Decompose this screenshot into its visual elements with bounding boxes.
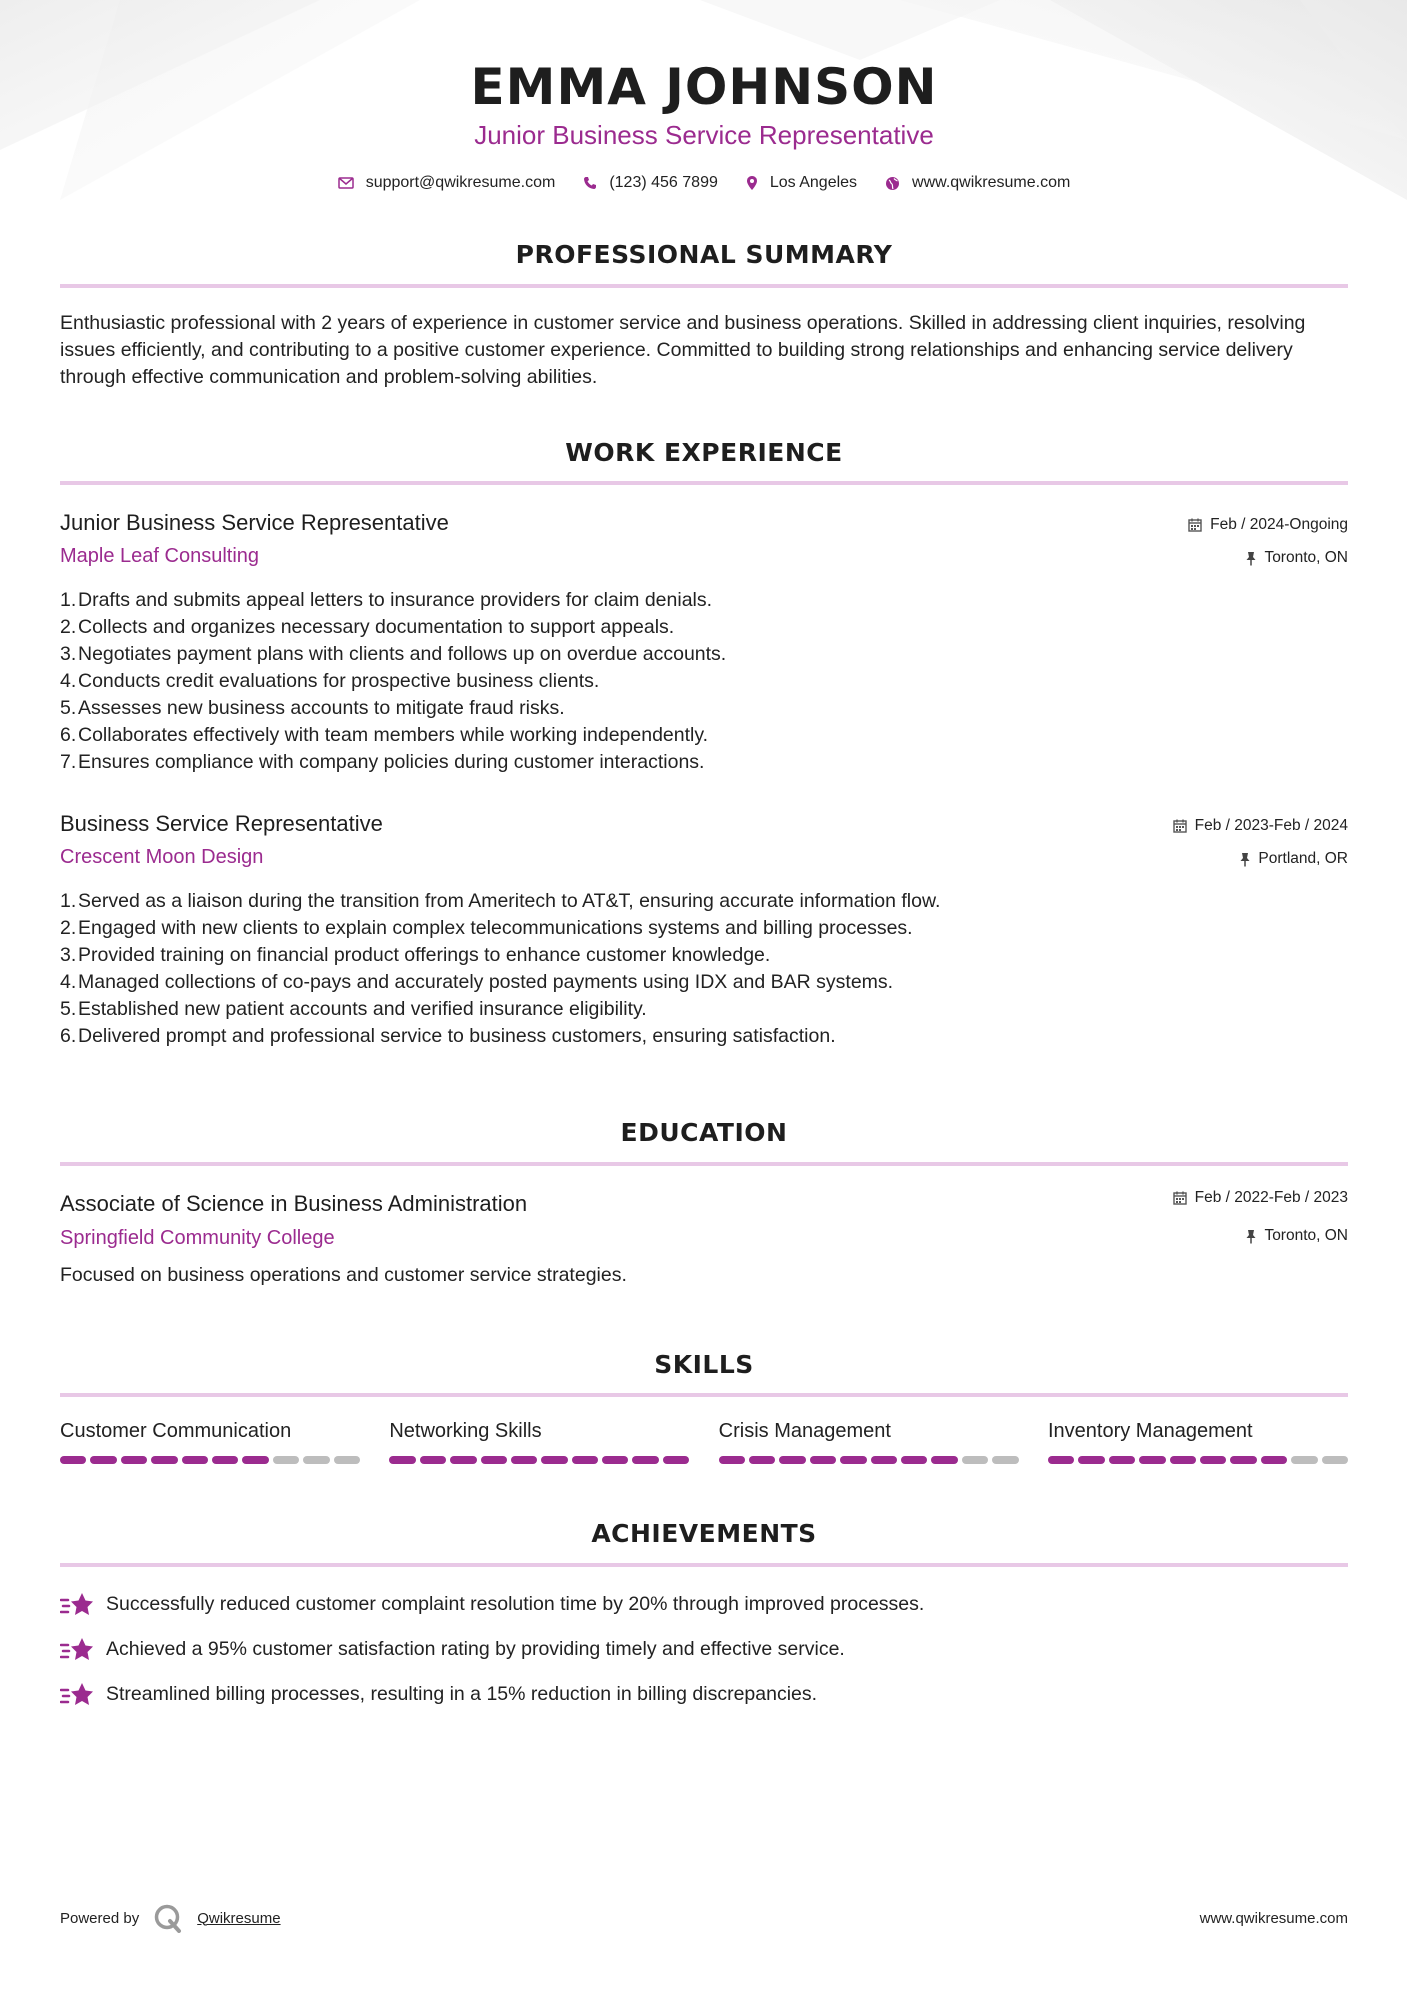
skill-segment-empty (1291, 1456, 1317, 1464)
contact-phone-text: (123) 456 7899 (609, 174, 718, 191)
skill-segment-filled (481, 1456, 507, 1464)
list-item: 4. Managed collections of co-pays and accurately posted payments using IDX and BAR systems. (60, 971, 894, 993)
job-2-dates (1173, 817, 1348, 835)
education-location-text: Toronto, ON (1264, 1227, 1348, 1244)
skill-name: Crisis Management (718, 1420, 891, 1442)
summary-text: Enthusiastic professional with 2 years of experience in customer service and business operations. Skilled in addressing client inquiries, resolving issues efficiently, and contributing to a positive customer experience. Committed to building strong relationships and enhancing service delivery through effective communication and problem-solving abilities. (60, 312, 1306, 388)
calendar-icon (1173, 1191, 1187, 1205)
skill-level-bar (719, 1456, 1019, 1464)
skill-level-bar (389, 1456, 689, 1464)
skill-segment-filled (719, 1456, 745, 1464)
skill-segment-empty (334, 1456, 360, 1464)
skill-segment-filled (749, 1456, 775, 1464)
skill-segment-filled (810, 1456, 836, 1464)
skill-segment-empty (992, 1456, 1018, 1464)
skill-segment-filled (242, 1456, 268, 1464)
skill-segment-filled (420, 1456, 446, 1464)
skill-segment-filled (1078, 1456, 1104, 1464)
skill-segment-filled (1261, 1456, 1287, 1464)
skill-segment-filled (1139, 1456, 1165, 1464)
skill-segment-filled (389, 1456, 415, 1464)
contact-bar (60, 174, 1348, 192)
list-item: 5. Established new patient accounts and verified insurance eligibility. (60, 998, 647, 1020)
pushpin-icon (1246, 551, 1256, 566)
job-2-duties (60, 888, 1348, 1050)
skill-segment-filled (1048, 1456, 1074, 1464)
contact-email-text: support@qwikresume.com (365, 174, 556, 191)
list-item: 5. Assesses new business accounts to mitigate fraud risks. (60, 697, 565, 719)
skill-segment-filled (632, 1456, 658, 1464)
skill-segment-filled (840, 1456, 866, 1464)
skill-segment-filled (663, 1456, 689, 1464)
job-2-company: Crescent Moon Design (60, 846, 264, 868)
skill-segment-filled (541, 1456, 567, 1464)
list-item: 3. Provided training on financial product offerings to enhance customer knowledge. (60, 944, 771, 966)
skill-level-bar (60, 1456, 360, 1464)
education-school: Springfield Community College (60, 1227, 335, 1249)
list-item: Streamlined billing processes, resulting in a 15% reduction in billing discrepancies. (60, 1672, 1348, 1717)
achievements-heading: ACHIEVEMENTS (591, 1519, 817, 1548)
skill-segment-filled (90, 1456, 116, 1464)
list-item: 4. Conducts credit evaluations for prospective business clients. (60, 670, 600, 692)
contact-location-text: Los Angeles (769, 174, 858, 191)
skill-segment-filled (121, 1456, 147, 1464)
contact-phone[interactable] (583, 174, 718, 192)
job-2-location-text: Portland, OR (1258, 850, 1348, 867)
qwikresume-brand-link[interactable]: Qwikresume (197, 1909, 281, 1927)
skill-name: Inventory Management (1047, 1420, 1253, 1442)
job-2-dates-text: Feb / 2023-Feb / 2024 (1194, 817, 1348, 834)
contact-location (746, 174, 857, 192)
education-heading: EDUCATION (620, 1118, 788, 1147)
achievements-list (60, 1582, 1348, 1717)
skill-segment-filled (931, 1456, 957, 1464)
work-divider (60, 481, 1348, 485)
powered-by-text: Powered by (60, 1909, 140, 1927)
skill-segment-filled (901, 1456, 927, 1464)
skills-heading: SKILLS (654, 1350, 754, 1379)
skill-segment-filled (1200, 1456, 1226, 1464)
candidate-name: EMMA JOHNSON (470, 58, 938, 116)
candidate-role: Junior Business Service Representative (474, 120, 934, 150)
list-item: Achieved a 95% customer satisfaction rating by providing timely and effective service. (60, 1627, 1348, 1672)
map-pin-icon (746, 175, 758, 191)
skill-item (719, 1420, 1019, 1464)
work-heading: WORK EXPERIENCE (565, 438, 843, 467)
job-1-company: Maple Leaf Consulting (60, 545, 260, 567)
job-2-title: Business Service Representative (60, 811, 383, 836)
list-item: 1. Drafts and submits appeal letters to insurance providers for claim denials. (60, 589, 713, 611)
skill-segment-filled (1170, 1456, 1196, 1464)
calendar-icon (1188, 518, 1202, 532)
skill-level-bar (1048, 1456, 1348, 1464)
qwikresume-logo-icon (153, 1903, 183, 1933)
skill-segment-empty (1322, 1456, 1348, 1464)
skill-segment-empty (303, 1456, 329, 1464)
list-item: 6. Delivered prompt and professional service to business customers, ensuring satisfaction. (60, 1025, 836, 1047)
job-1-dates-text: Feb / 2024-Ongoing (1210, 516, 1348, 533)
list-item: Successfully reduced customer complaint resolution time by 20% through improved processes. (60, 1582, 1348, 1627)
list-item: 3. Negotiates payment plans with clients and follows up on overdue accounts. (60, 643, 727, 665)
calendar-icon (1173, 819, 1187, 833)
list-item: 6. Collaborates effectively with team members while working independently. (60, 724, 709, 746)
skill-segment-filled (1230, 1456, 1256, 1464)
education-dates (1173, 1189, 1348, 1207)
skill-segment-filled (182, 1456, 208, 1464)
skill-name: Customer Communication (60, 1420, 292, 1442)
envelope-icon (338, 177, 354, 189)
footer-powered-by (60, 1903, 281, 1933)
skill-segment-empty (962, 1456, 988, 1464)
skill-segment-filled (871, 1456, 897, 1464)
job-2-location (1240, 850, 1348, 868)
contact-website-text: www.qwikresume.com (912, 174, 1071, 191)
summary-divider (60, 284, 1348, 288)
skill-segment-filled (602, 1456, 628, 1464)
summary-heading: PROFESSIONAL SUMMARY (515, 240, 893, 269)
list-item: 2. Engaged with new clients to explain complex telecommunications systems and billing processes. (60, 917, 913, 939)
skill-segment-filled (450, 1456, 476, 1464)
footer-website-link[interactable]: www.qwikresume.com (1199, 1909, 1348, 1927)
job-1-dates (1188, 516, 1348, 534)
skill-item (389, 1420, 689, 1464)
education-degree: Associate of Science in Business Administration (60, 1191, 528, 1216)
pushpin-icon (1240, 852, 1250, 867)
skill-segment-filled (151, 1456, 177, 1464)
skill-segment-filled (60, 1456, 86, 1464)
skill-segment-filled (779, 1456, 805, 1464)
list-item: 2. Collects and organizes necessary documentation to support appeals. (60, 616, 675, 638)
skill-item (60, 1420, 360, 1464)
job-1-location-text: Toronto, ON (1264, 549, 1348, 566)
achievements-divider (60, 1563, 1348, 1567)
job-1-location (1246, 549, 1348, 567)
list-item: 1. Served as a liaison during the transition from Ameritech to AT&T, ensuring accurate information flow. (60, 890, 941, 912)
globe-icon (885, 176, 900, 191)
skill-segment-filled (511, 1456, 537, 1464)
star-icon (60, 1681, 94, 1709)
contact-email[interactable] (338, 174, 556, 192)
skills-divider (60, 1393, 1348, 1397)
skills-list (60, 1420, 1348, 1464)
list-item: 7. Ensures compliance with company policies during customer interactions. (60, 751, 705, 773)
contact-website[interactable] (885, 174, 1070, 192)
education-location (1246, 1227, 1348, 1245)
education-description: Focused on business operations and customer service strategies. (60, 1264, 627, 1286)
education-divider (60, 1162, 1348, 1166)
job-1-duties (60, 587, 1348, 776)
pushpin-icon (1246, 1229, 1256, 1244)
footer (60, 1898, 1348, 1938)
skill-segment-filled (1109, 1456, 1135, 1464)
skill-item (1048, 1420, 1348, 1464)
job-1-title: Junior Business Service Representative (60, 510, 449, 535)
education-dates-text: Feb / 2022-Feb / 2023 (1194, 1189, 1348, 1206)
skill-name: Networking Skills (389, 1420, 542, 1442)
skill-segment-filled (572, 1456, 598, 1464)
star-icon (60, 1591, 94, 1619)
skill-segment-empty (273, 1456, 299, 1464)
phone-icon (583, 176, 597, 190)
skill-segment-filled (212, 1456, 238, 1464)
star-icon (60, 1636, 94, 1664)
